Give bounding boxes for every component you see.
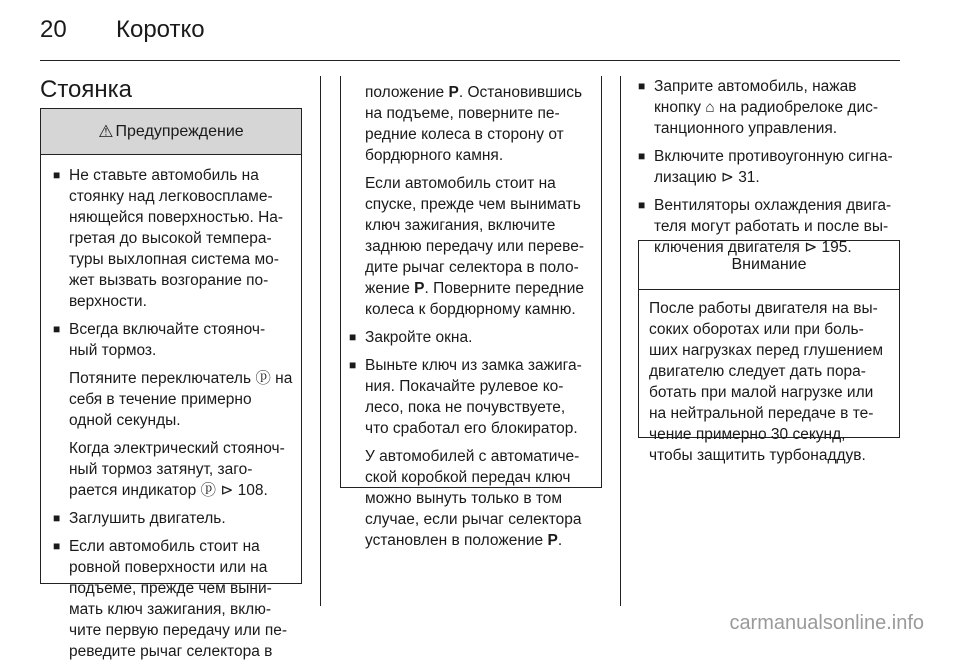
bullet-icon: ■ — [638, 198, 646, 212]
list-item: ■ Заприте автомобиль, нажав кнопку ⌂ на радиобрелоке дис-танционного управления. — [638, 78, 879, 137]
list-item: ■ Вентиляторы охлаждения двига-теля могут работать и после вы-ключения двигателя ⊳ 195. — [638, 197, 892, 256]
bullet-icon: ■ — [638, 149, 646, 163]
warning-box-header — [41, 109, 301, 155]
bullet-icon: ■ — [349, 358, 357, 372]
list-item: ■ Выньте ключ из замка зажига-ния. Покачайте рулевое ко-лесо, пока не почувствуете, что сработал его блокиратор. — [349, 357, 582, 437]
right-column-list — [638, 76, 906, 265]
list-item: ■ Заглушить двигатель. — [53, 510, 226, 527]
paragraph: Потяните переключатель ⓟ на себя в течение примерно одной секунды. — [69, 370, 293, 429]
bullet-icon: ■ — [53, 511, 61, 525]
warning-box-continued — [340, 76, 602, 549]
header-rule — [40, 60, 900, 61]
warning-triangle-icon: ⚠ — [98, 121, 114, 141]
list-item: ■ Включите противоугонную сигна-лизацию ⊳ 31. — [638, 148, 893, 186]
list-item: ■ Закройте окна. — [349, 329, 473, 346]
section-title: Стоянка — [40, 76, 133, 103]
continued-body — [341, 76, 601, 551]
warning-title: Предупреждение — [115, 122, 244, 140]
warning-box — [40, 108, 302, 660]
watermark: carmanualsonline.info — [729, 612, 924, 634]
bullet-icon: ■ — [638, 79, 646, 93]
bullet-icon: ■ — [53, 539, 61, 553]
column-divider-2 — [620, 76, 621, 606]
paragraph: У автомобилей с автоматиче-ской коробкой передач ключ можно вынуть только в том случае, если рычаг селектора установлен в положение P. — [365, 448, 582, 549]
caution-title: Внимание — [639, 241, 899, 290]
caution-box — [638, 240, 900, 464]
warning-box-body — [41, 155, 301, 662]
paragraph: положение P. Остановившись на подъеме, поверните пе-редние колеса в сторону от бордюрного камня. — [365, 84, 583, 164]
bullet-icon: ■ — [53, 168, 61, 182]
list-item: ■ Всегда включайте стояноч-ный тормоз. — [53, 321, 266, 359]
bullet-icon: ■ — [53, 322, 61, 336]
list-item: ■ Не ставьте автомобиль на стоянку над легковоспламе-няющейся поверхностью. На-гретая до высокой темпера-туры выхлопная система мо-жет вызвать возгорание по-верхности. — [53, 167, 284, 310]
column-divider-1 — [320, 76, 321, 606]
paragraph: Если автомобиль стоит на спуске, прежде чем вынимать ключ зажигания, включите заднюю передачу или переве-дите рычаг селектора в поло-жение P. Поверните передние колеса к бордюрному камню. — [365, 175, 585, 318]
chapter-title: Коротко — [116, 16, 205, 43]
bullet-icon: ■ — [349, 330, 357, 344]
caution-text: После работы двигателя на вы-соких оборотах или при боль-ших нагрузках перед глушением двигателю следует дать пора-ботать при малой нагрузке или на нейтральной передаче в те-чение примерно 30 секунд, чтобы защитить турбонаддув. — [649, 300, 884, 464]
paragraph: Когда электрический стояноч-ный тормоз затянут, заго-рается индикатор ⓟ ⊳ 108. — [69, 440, 285, 499]
page-number: 20 — [40, 16, 67, 43]
list-item: ■ Если автомобиль стоит на ровной поверхности или на подъеме, прежде чем выни-мать ключ зажигания, вклю-чите первую передачу или пе-реведите рычаг селектора в — [53, 538, 288, 660]
